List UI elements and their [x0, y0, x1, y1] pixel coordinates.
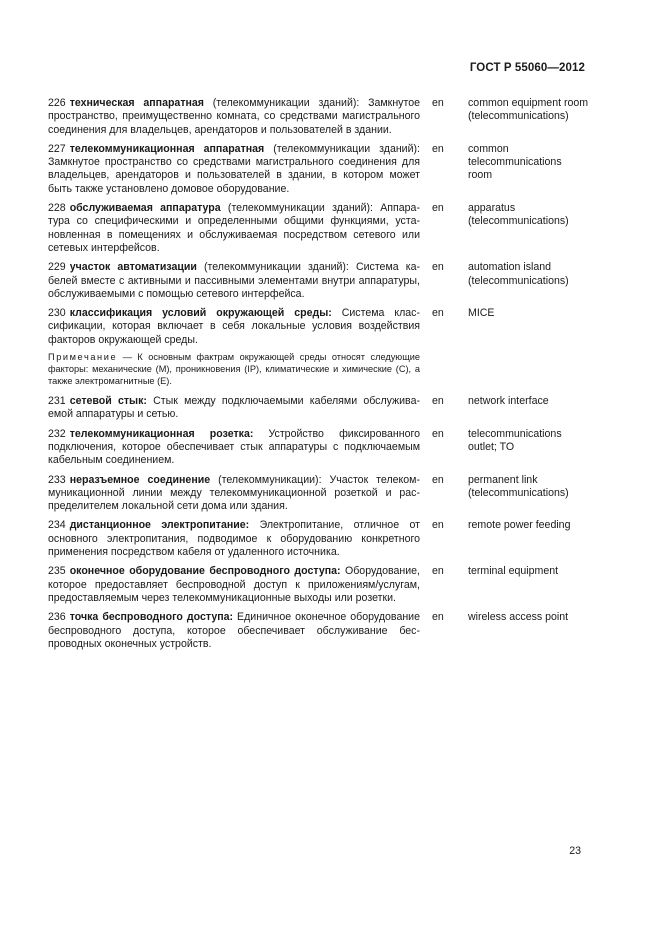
english-equivalent: network interface: [468, 395, 549, 408]
term-entry-227: [48, 143, 593, 196]
term-entry-236: [48, 611, 593, 651]
term-text: Единичное оконечное оборудование беспроводного доступа, которое обеспечивает обслуживание беспроводных оконечных устройств.: [48, 611, 420, 650]
term-number: 233: [48, 473, 66, 486]
page-number: 23: [569, 845, 581, 857]
note-text: — К основным фактрам окружающей среды относят следующие факторы: механические (M), проникновения (IP), климатические и химические (C), а также электромагнитные (E).: [48, 352, 420, 387]
term-name: телекоммуникационная розетка:: [69, 427, 254, 440]
term-name: оконечное оборудование беспроводного доступа:: [69, 565, 341, 578]
term-number: 235: [48, 565, 66, 578]
term-definition: [48, 565, 420, 605]
term-definition: [48, 611, 420, 651]
term-name: обслуживаемая аппаратура: [69, 202, 221, 215]
term-name: дистанционное электропитание:: [69, 519, 250, 532]
term-name: точка беспроводного доступа:: [69, 611, 234, 624]
term-text: (телекоммуникации зданий): Система кабелей вместе с активными и пассивными элементами внутри аппаратуры, обслуживаемыми с помощью сетевого интерфейса.: [48, 261, 420, 300]
english-equivalent: wireless access point: [468, 611, 569, 624]
term-number: 230: [48, 307, 66, 320]
term-definition: [48, 97, 420, 137]
language-code: en: [432, 307, 444, 320]
english-equivalent: apparatus (telecommunications): [468, 202, 569, 228]
term-entry-233: [48, 474, 593, 514]
language-code: en: [432, 261, 444, 274]
term-name: техническая аппаратная: [69, 97, 204, 109]
term-entry-235: [48, 565, 593, 605]
term-text: (телекоммуникации зданий): Замкнутое пространство, преимущественно комната, со средствами магистрального соединения для владельцев, арендаторов и пользователей в здании.: [48, 97, 420, 136]
term-definition: [48, 395, 420, 422]
term-definition: [48, 261, 420, 301]
term-entry-229: [48, 261, 593, 301]
language-code: en: [432, 202, 444, 215]
term-entry-226: [48, 97, 593, 137]
standard-header: ГОСТ Р 55060—2012: [469, 62, 585, 74]
language-code: en: [432, 473, 444, 486]
term-number: 229: [48, 261, 66, 274]
english-equivalent: common equipment room (telecommunications): [468, 97, 589, 123]
language-code: en: [432, 395, 444, 408]
term-definition: [48, 428, 420, 468]
term-number: 236: [48, 611, 66, 624]
term-number: 234: [48, 519, 66, 532]
term-text: Оборудование, которое предоставляет беспроводной доступ к приложениям/услугам, предоставляемым через телекоммуникационные выходы или розетки.: [48, 565, 420, 604]
english-equivalent: common telecommunications room: [468, 142, 562, 182]
term-definition: [48, 474, 420, 514]
term-number: 227: [48, 142, 66, 155]
term-entry-231: [48, 395, 593, 422]
term-number: 228: [48, 202, 66, 215]
term-list: [48, 97, 593, 657]
term-text: (телекоммуникации зданий): Замкнутое пространство со средствами магистрального соединения для владельцев, арендаторов и пользователей в здании, в котором может быть также установлено домовое оборудование.: [48, 142, 420, 195]
english-equivalent: MICE: [468, 307, 495, 320]
language-code: en: [432, 611, 444, 624]
term-number: 226: [48, 97, 66, 109]
english-equivalent: terminal equipment: [468, 565, 559, 578]
term-entry-228: [48, 202, 593, 255]
language-code: en: [432, 427, 444, 440]
language-code: en: [432, 97, 444, 109]
term-definition: [48, 307, 420, 347]
term-name: телекоммуникационная аппаратная: [69, 142, 265, 155]
term-definition: [48, 519, 420, 559]
term-name: классификация условий окружающей среды:: [69, 307, 332, 320]
language-code: en: [432, 142, 444, 155]
term-entry-232: [48, 428, 593, 468]
term-text: Электропитание, отличное от основного электропитания, подводимое к оборудованию конкретного применения посредством кабеля от удаленного источника.: [48, 519, 420, 559]
note-block: [48, 351, 420, 387]
term-entry-234: [48, 519, 593, 559]
term-text: Устройство фиксированного подключения, которое обеспечивает стык аппаратуры с подключаемым кабельным соединением.: [48, 427, 420, 467]
term-name: неразъемное соединение: [69, 473, 211, 486]
term-text: Стык между подключаемыми кабелями обслуживаемой аппаратуры и сетью.: [48, 395, 420, 421]
term-name: участок автоматизации: [69, 261, 197, 274]
term-definition: [48, 143, 420, 196]
english-equivalent: permanent link (telecommunications): [468, 473, 569, 499]
english-equivalent: automation island (telecommunications): [468, 261, 569, 287]
term-number: 232: [48, 427, 66, 440]
english-equivalent: remote power feeding: [468, 519, 571, 532]
term-number: 231: [48, 395, 66, 408]
term-text: Система классификации, которая включает в себя локальные условия воздействия факторов окружающей среды.: [48, 307, 420, 346]
note-label: Примечание: [48, 352, 118, 363]
language-code: en: [432, 519, 444, 532]
term-definition: [48, 202, 420, 255]
language-code: en: [432, 565, 444, 578]
english-equivalent: telecommunications outlet; TO: [468, 427, 562, 453]
term-entry-230: [48, 307, 593, 347]
term-text: (телекоммуникации): Участок телекоммуникационной линии между телекоммуникационной розеткой и распределителем локальной сети дома или здания.: [48, 473, 420, 513]
term-name: сетевой стык:: [69, 395, 147, 408]
term-text: (телекоммуникации зданий): Аппаратура со специфическими и определенными общими функциями, установленная в помещениях и обслуживаемая посредством сетевого или сетевых интерфейсов.: [48, 202, 420, 254]
